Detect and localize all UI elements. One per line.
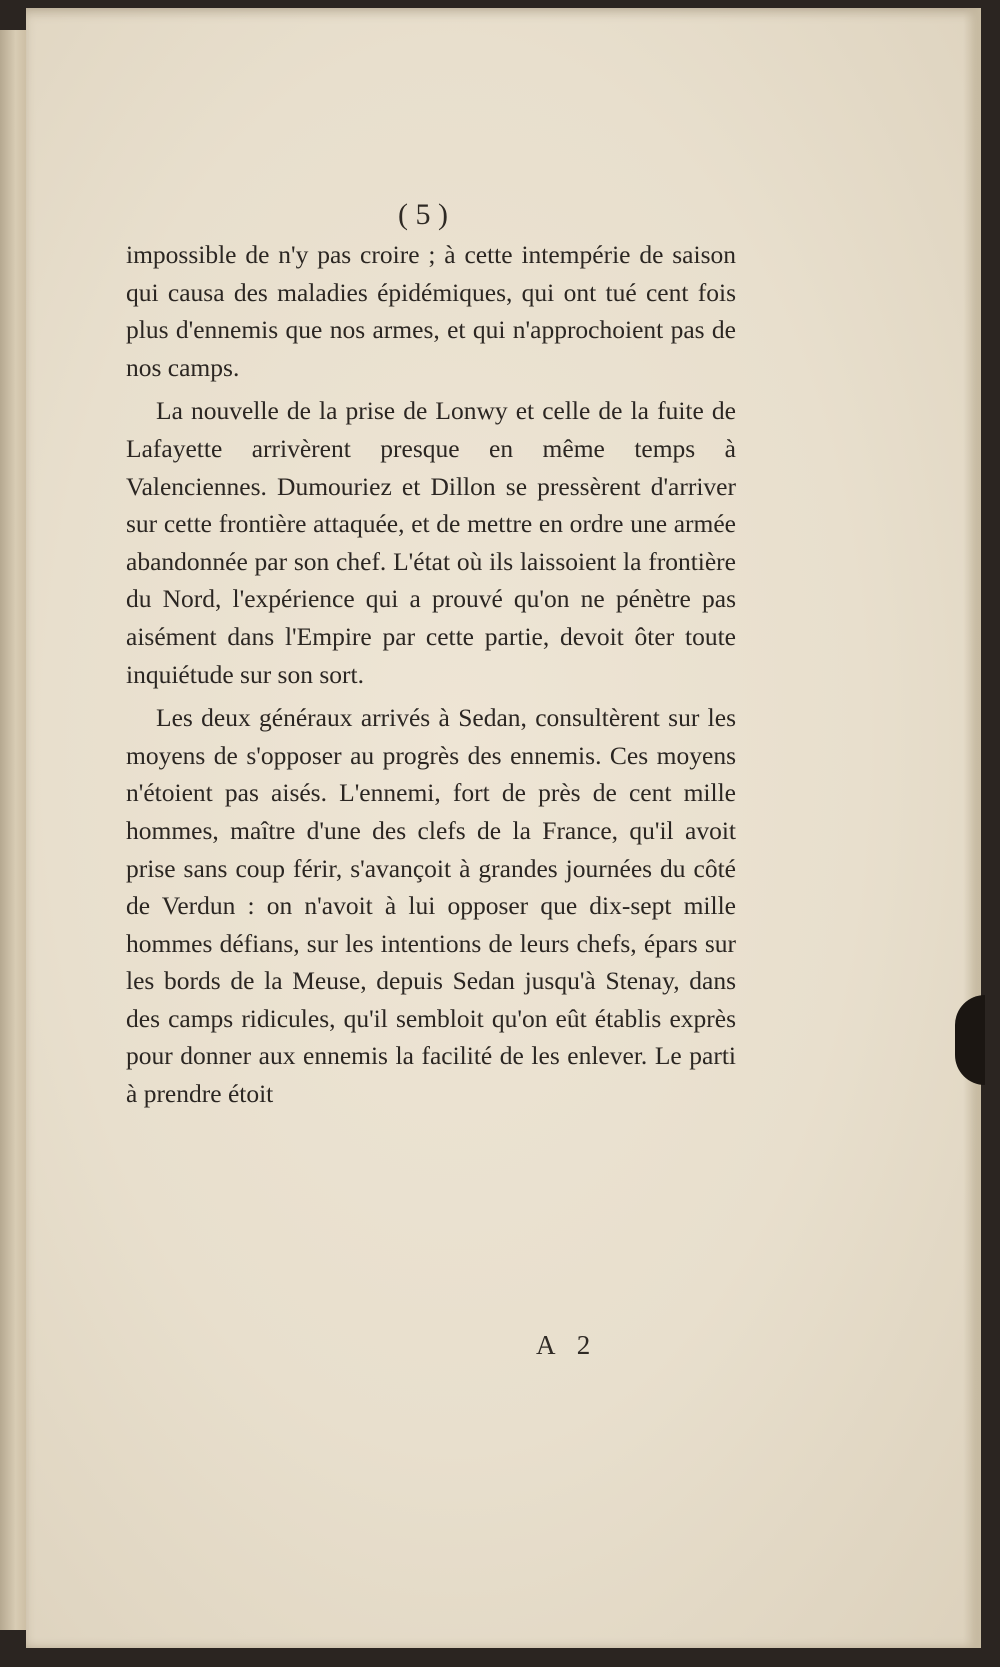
page-number: ( 5 ) bbox=[398, 198, 448, 231]
text-body bbox=[126, 236, 736, 1113]
paragraph-3: Les deux généraux arrivés à Sedan, consultèrent sur les moyens de s'opposer au progrès des ennemis. Ces moyens n'étoient pas aisés. L'ennemi, fort de près de cent mille hommes, maître d'une des clefs de la France, qu'il avoit prise sans coup férir, s'avançoit à grandes journées du côté de Verdun : on n'avoit à lui opposer que dix-sept mille hommes défians, sur les intentions de leurs chefs, épars sur les bords de la Meuse, depuis Sedan jusqu'à Stenay, dans des camps ridicules, qu'il sembloit qu'on eût établis exprès pour donner aux ennemis la facilité de les enlever. Le parti à prendre étoit bbox=[126, 703, 736, 1109]
signature-mark: A 2 bbox=[536, 1330, 599, 1360]
facing-page-edge bbox=[0, 30, 28, 1630]
page-edge-shadow bbox=[963, 8, 981, 1648]
paragraph-2: La nouvelle de la prise de Lonwy et celle de la fuite de Lafayette arrivèrent presque en même temps à Valenciennes. Dumouriez et Dillon se pressèrent d'arriver sur cette frontière attaquée, et de mettre en ordre une armée abandonnée par son chef. L'état où ils laissoient la frontière du Nord, l'expérience qui a prouvé qu'on ne pénètre pas aisément dans l'Empire par cette partie, devoit ôter toute inquiétude sur son sort. bbox=[126, 396, 736, 689]
binding-clip bbox=[955, 995, 985, 1085]
paragraph-1: impossible de n'y pas croire ; à cette intempérie de saison qui causa des maladies épidémiques, qui ont tué cent fois plus d'ennemis que nos armes, et qui n'approchoient pas de nos camps. bbox=[126, 240, 736, 382]
